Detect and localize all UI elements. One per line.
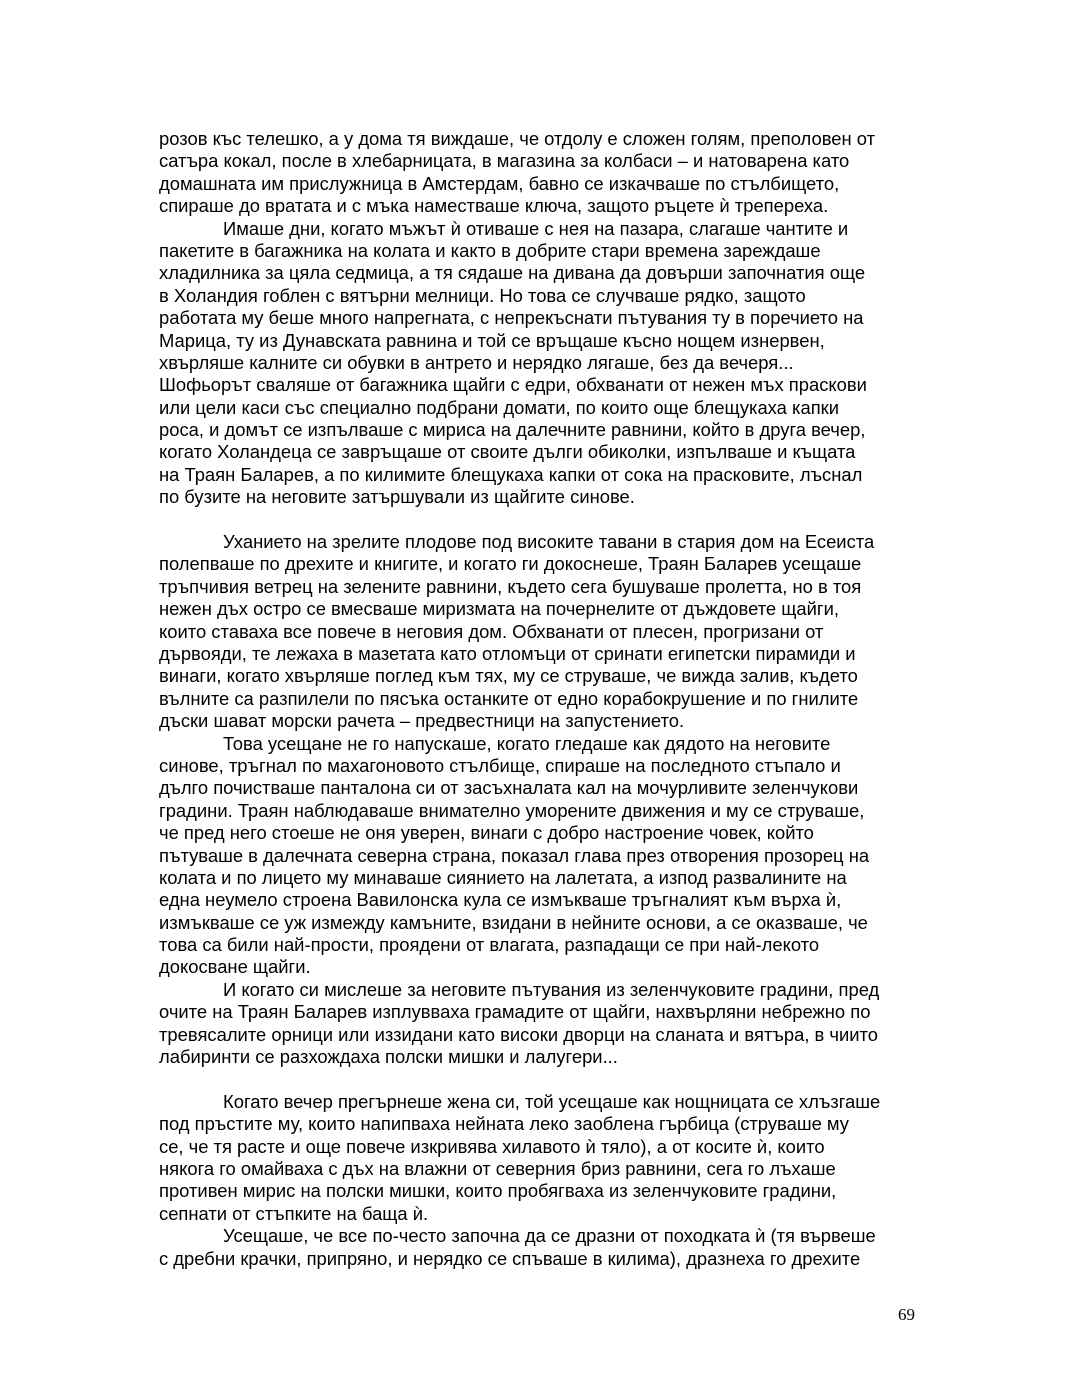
page-number: 69 <box>898 1305 915 1324</box>
text-line: колата и по лицето му минаваше сиянието на лалетата, а изпод развалините на <box>159 866 847 888</box>
text-line: измъкваше се уж измежду камъните, взидани в нейните основи, а се оказваше, че <box>159 911 868 933</box>
text-line: се, че тя расте и още повече изкривява хилавото ѝ тяло), а от косите ѝ, които <box>159 1135 825 1157</box>
text-line: хвърляше калните си обувки в антрето и нерядко лягаше, без да вечеря... <box>159 351 794 373</box>
text-line: на Траян Баларев, а по килимите блещукаха капки от сока на прасковите, лъснал <box>159 463 863 485</box>
text-line: които ставаха все повече в неговия дом. Обхванати от плесен, прогризани от <box>159 620 824 642</box>
text-line: някога го омайваха с дъх на влажни от северния бриз равнини, сега го лъхаше <box>159 1157 836 1179</box>
text-line: с дребни крачки, припряно, и нерядко се спъваше в килима), дразнеха го дрехите <box>159 1247 861 1269</box>
text-line: тревясалите орници или иззидани като високи дворци на сланата и вятъра, в чиито <box>159 1023 878 1045</box>
text-line: докосване щайги. <box>159 956 311 978</box>
paragraph-gap <box>159 1068 929 1090</box>
text-line: градини. Траян наблюдаваше внимателно уморените движения и му се струваше, <box>159 799 865 821</box>
text-line: Това усещане не го напускаше, когато гледаше как дядото на неговите <box>223 732 831 754</box>
text-line: Когато вечер прегърнеше жена си, той усещаше как нощницата се хлъзгаше <box>223 1090 881 1112</box>
text-line: една неумело строена Вавилонска кула се измъкваше тръгналият към върха ѝ, <box>159 889 842 911</box>
text-line: Шофьорът сваляше от багажника щайги с едри, обхванати от нежен мъх праскови <box>159 374 867 396</box>
text-line: нежен дъх остро се вмесваше миризмата на почернелите от дъждовете щайги, <box>159 598 839 620</box>
text-line: или цели каси със специално подбрани домати, по които още блещукаха капки <box>159 396 839 418</box>
text-line: когато Холандеца се завръщаше от своите дълги обиколки, изпълваше и къщата <box>159 441 856 463</box>
text-line: Уханието на зрелите плодове под високите тавани в стария дом на Есеиста <box>223 531 875 553</box>
text-line: че пред него стоеше не оня уверен, винаги с добро настроение човек, който <box>159 822 814 844</box>
text-line: противен мирис на полски мишки, които пробягваха из зеленчуковите градини, <box>159 1180 837 1202</box>
text-line: вълните са разпилели по пясъка останките от едно корабокрушение и по гнилите <box>159 687 859 709</box>
text-line: хладилника за цяла седмица, а тя сядаше на дивана да довърши започнатия още <box>159 262 866 284</box>
text-line: спираше до вратата и с мъка наместваше ключа, защото ръцете ѝ трепереха. <box>159 195 829 217</box>
text-line: И когато си мислеше за неговите пътувания из зеленчуковите градини, пред <box>223 978 880 1000</box>
paragraph-gap <box>159 509 929 531</box>
text-line: пътуваше в далечната северна страна, показал глава през отворения прозорец на <box>159 844 870 866</box>
text-line: винаги, когато хвърляше поглед към тях, му се струваше, че вижда залив, където <box>159 665 858 687</box>
text-line: синове, тръгнал по махагоновото стълбище, спираше на последното стъпало и <box>159 754 841 776</box>
text-line: Имаше дни, когато мъжът ѝ отиваше с нея на пазара, слагаше чантите и <box>223 217 849 239</box>
text-line: дъски шават морски рачета – предвестници на запустението. <box>159 710 685 732</box>
text-line: работата му беше много напрегната, с непрекъснати пътувания ту в поречието на <box>159 307 864 329</box>
text-line: очите на Траян Баларев изплувваха грамадите от щайги, нахвърляни небрежно по <box>159 1001 871 1023</box>
text-line: розов къс телешко, а у дома тя виждаше, че отдолу е сложен голям, преполовен от <box>159 128 876 149</box>
text-line: в Холандия гоблен с вятърни мелници. Но това се случваше рядко, защото <box>159 284 806 306</box>
text-line: полепваше по дрехите и книгите, и когато ги докоснеше, Траян Баларев усещаше <box>159 553 862 575</box>
text-line: под пръстите му, които напипваха нейната леко заоблена гърбица (струваше му <box>159 1113 849 1135</box>
text-line: пакетите в багажника на колата и както в добрите стари времена зареждаше <box>159 239 821 261</box>
text-line: сатъра кокал, после в хлебарницата, в магазина за колбаси – и натоварена като <box>159 150 850 172</box>
text-line: това са били най-прости, проядени от влагата, разпадащи се при най-лекото <box>159 934 820 956</box>
body-text <box>159 128 929 1270</box>
text-line: Усещаше, че все по-често започна да се дразни от походката ѝ (тя вървеше <box>223 1225 876 1247</box>
text-line: дълго почистваше панталона си от засъхналата кал на мочурливите зеленчукови <box>159 777 859 799</box>
text-line: сепнати от стъпките на баща ѝ. <box>159 1202 429 1224</box>
text-line: лабиринти се разхождаха полски мишки и лалугери... <box>159 1046 618 1068</box>
text-line: роса, и домът се изпълваше с мириса на далечните равнини, който в друга вечер, <box>159 419 866 441</box>
text-line: домашната им прислужница в Амстердам, бавно се изкачваше по стълбището, <box>159 172 840 194</box>
text-line: по бузите на неговите затършували из щайгите синове. <box>159 486 635 508</box>
text-line: дървояди, те лежаха в мазетата като отломъци от сринати египетски пирамиди и <box>159 642 856 664</box>
text-line: тръпчивия ветрец на зелените равнини, където сега бушуваше пролетта, но в тоя <box>159 575 862 597</box>
text-line: Марица, ту из Дунавската равнина и той се връщаше късно нощем изнервен, <box>159 329 825 351</box>
